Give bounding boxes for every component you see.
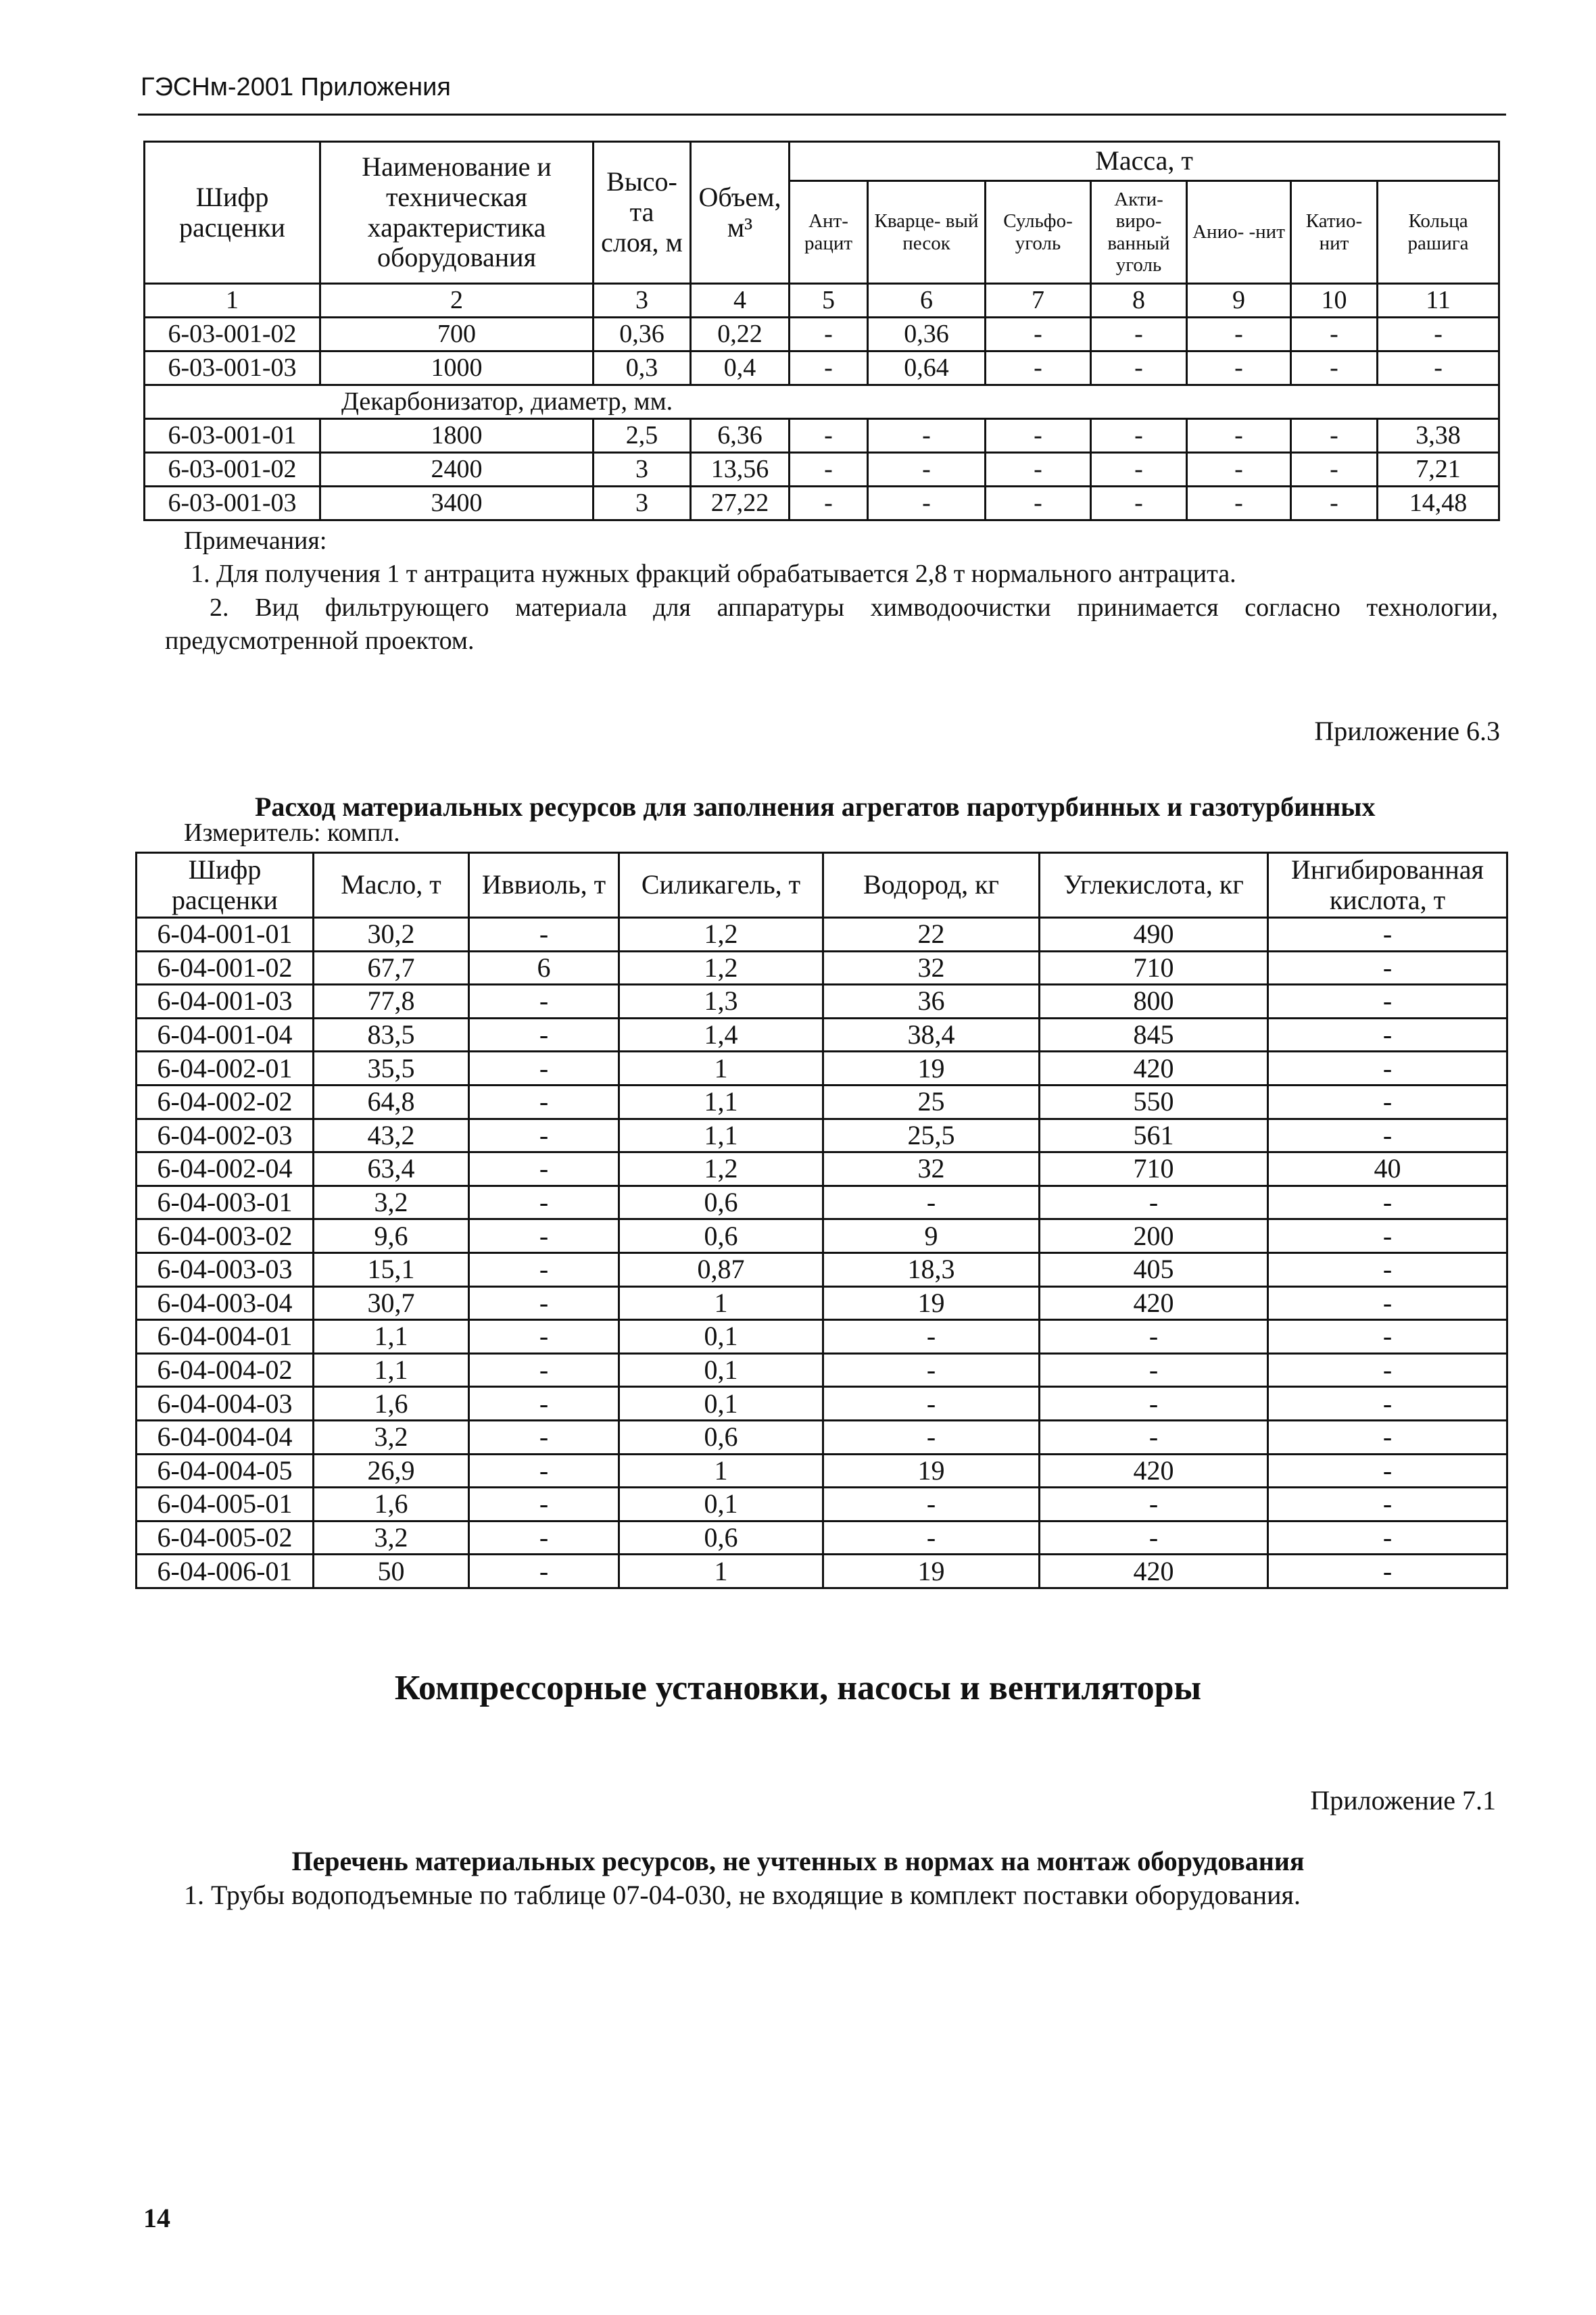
cell: - bbox=[1187, 419, 1291, 453]
cell: - bbox=[469, 1152, 619, 1186]
cell: 3 bbox=[594, 487, 691, 520]
cell: - bbox=[469, 1052, 619, 1086]
cell: 6-03-001-03 bbox=[145, 487, 320, 520]
cell: - bbox=[823, 1521, 1040, 1555]
cell: 6-03-001-01 bbox=[145, 419, 320, 453]
cell: 1800 bbox=[320, 419, 594, 453]
cell: 420 bbox=[1040, 1286, 1268, 1320]
header-inhibited-acid: Ингибированная кислота, т bbox=[1268, 853, 1507, 918]
note-item: 1. Для получения 1 т антрацита нужных фракций обрабатывается 2,8 т нормального антрацита. bbox=[191, 560, 1236, 589]
cell: 6-04-006-01 bbox=[137, 1555, 314, 1588]
cell: 83,5 bbox=[314, 1018, 469, 1052]
cell: - bbox=[469, 1521, 619, 1555]
cell: 1,6 bbox=[314, 1488, 469, 1521]
cell: 30,2 bbox=[314, 918, 469, 952]
cell: 14,48 bbox=[1378, 487, 1499, 520]
column-number: 2 bbox=[320, 284, 594, 318]
header-code: Шифр расценки bbox=[145, 142, 320, 284]
table-row bbox=[137, 1387, 1507, 1421]
header-quartz-sand: Кварце- вый песок bbox=[868, 181, 986, 284]
cell: - bbox=[1040, 1521, 1268, 1555]
cell: - bbox=[469, 1286, 619, 1320]
cell: - bbox=[1268, 1320, 1507, 1354]
cell: - bbox=[1378, 318, 1499, 351]
table-row bbox=[137, 1219, 1507, 1253]
cell: 1000 bbox=[320, 351, 594, 385]
cell: 1 bbox=[619, 1052, 823, 1086]
cell: - bbox=[1268, 1420, 1507, 1454]
table-body bbox=[137, 918, 1507, 1588]
cell: 550 bbox=[1040, 1085, 1268, 1119]
cell: 3,2 bbox=[314, 1521, 469, 1555]
cell: - bbox=[823, 1353, 1040, 1387]
cell: 40 bbox=[1268, 1152, 1507, 1186]
cell: 6-04-001-01 bbox=[137, 918, 314, 952]
cell: 26,9 bbox=[314, 1454, 469, 1488]
cell: 6 bbox=[469, 951, 619, 985]
table-row bbox=[137, 918, 1507, 952]
cell: - bbox=[823, 1320, 1040, 1354]
cell: 6-03-001-03 bbox=[145, 351, 320, 385]
table-row bbox=[137, 1286, 1507, 1320]
cell: - bbox=[469, 1186, 619, 1219]
cell: 1 bbox=[619, 1454, 823, 1488]
cell: - bbox=[469, 1018, 619, 1052]
cell: 0,6 bbox=[619, 1521, 823, 1555]
cell: - bbox=[986, 318, 1091, 351]
cell: 1 bbox=[619, 1555, 823, 1588]
cell: - bbox=[1040, 1353, 1268, 1387]
cell: 1,6 bbox=[314, 1387, 469, 1421]
cell: 36 bbox=[823, 985, 1040, 1019]
table-row bbox=[137, 1085, 1507, 1119]
cell: 0,87 bbox=[619, 1252, 823, 1286]
header-code: Шифр расценки bbox=[137, 853, 314, 918]
cell: 6-04-003-02 bbox=[137, 1219, 314, 1253]
cell: 0,36 bbox=[594, 318, 691, 351]
cell: - bbox=[790, 453, 868, 487]
cell: - bbox=[1040, 1320, 1268, 1354]
cell: - bbox=[986, 487, 1091, 520]
header-volume: Объем, м³ bbox=[691, 142, 790, 284]
cell: - bbox=[986, 351, 1091, 385]
cell: 30,7 bbox=[314, 1286, 469, 1320]
cell: - bbox=[1291, 318, 1378, 351]
table-row bbox=[145, 453, 1499, 487]
table-row bbox=[137, 1320, 1507, 1354]
table-row bbox=[137, 1555, 1507, 1588]
cell: 6-04-003-03 bbox=[137, 1252, 314, 1286]
materials-table-6-04 bbox=[135, 852, 1508, 1589]
cell: 19 bbox=[823, 1052, 1040, 1086]
cell: 19 bbox=[823, 1454, 1040, 1488]
cell: - bbox=[986, 453, 1091, 487]
cell: 405 bbox=[1040, 1252, 1268, 1286]
cell: - bbox=[1268, 1052, 1507, 1086]
cell: - bbox=[1268, 1018, 1507, 1052]
header-silica-gel: Силикагель, т bbox=[619, 853, 823, 918]
header-activated-coal: Акти- виро- ванный уголь bbox=[1091, 181, 1187, 284]
table-row bbox=[137, 1521, 1507, 1555]
cell: 3400 bbox=[320, 487, 594, 520]
cell: 1,2 bbox=[619, 918, 823, 952]
cell: 0,1 bbox=[619, 1488, 823, 1521]
cell: 3 bbox=[594, 453, 691, 487]
cell: - bbox=[790, 487, 868, 520]
header-name: Наименование и техническая характеристика оборудования bbox=[320, 142, 594, 284]
cell: - bbox=[1291, 419, 1378, 453]
cell: - bbox=[1268, 985, 1507, 1019]
cell: 6-04-003-01 bbox=[137, 1186, 314, 1219]
cell: 6-04-002-02 bbox=[137, 1085, 314, 1119]
cell: 38,4 bbox=[823, 1018, 1040, 1052]
column-number: 3 bbox=[594, 284, 691, 318]
cell: 3,2 bbox=[314, 1186, 469, 1219]
cell: 0,1 bbox=[619, 1353, 823, 1387]
cell: - bbox=[1040, 1420, 1268, 1454]
table-row bbox=[145, 487, 1499, 520]
cell: 0,64 bbox=[868, 351, 986, 385]
cell: - bbox=[823, 1488, 1040, 1521]
cell: 67,7 bbox=[314, 951, 469, 985]
cell: - bbox=[1291, 487, 1378, 520]
column-number: 5 bbox=[790, 284, 868, 318]
cell: - bbox=[469, 1252, 619, 1286]
cell: 6-04-004-02 bbox=[137, 1353, 314, 1387]
cell: - bbox=[1268, 1555, 1507, 1588]
header-row bbox=[137, 853, 1507, 918]
cell: 13,56 bbox=[691, 453, 790, 487]
cell: 6-04-001-02 bbox=[137, 951, 314, 985]
cell: 64,8 bbox=[314, 1085, 469, 1119]
column-number: 7 bbox=[986, 284, 1091, 318]
table-row bbox=[145, 419, 1499, 453]
cell: 0,6 bbox=[619, 1219, 823, 1253]
cell: 6-04-002-01 bbox=[137, 1052, 314, 1086]
cell: 6-04-001-03 bbox=[137, 985, 314, 1019]
cell: 6-04-002-03 bbox=[137, 1119, 314, 1152]
table-row bbox=[137, 985, 1507, 1019]
cell: 490 bbox=[1040, 918, 1268, 952]
cell: 845 bbox=[1040, 1018, 1268, 1052]
table-row bbox=[137, 1152, 1507, 1186]
cell: - bbox=[1268, 1219, 1507, 1253]
table-row bbox=[137, 1353, 1507, 1387]
header-rule bbox=[138, 114, 1506, 116]
cell: 1,1 bbox=[619, 1119, 823, 1152]
column-number: 4 bbox=[691, 284, 790, 318]
column-number: 11 bbox=[1378, 284, 1499, 318]
cell: - bbox=[790, 351, 868, 385]
cell: - bbox=[469, 918, 619, 952]
cell: - bbox=[1091, 487, 1187, 520]
cell: - bbox=[1091, 419, 1187, 453]
cell: 3,38 bbox=[1378, 419, 1499, 453]
cell: - bbox=[469, 985, 619, 1019]
column-number: 1 bbox=[145, 284, 320, 318]
cell: 420 bbox=[1040, 1454, 1268, 1488]
cell: - bbox=[1268, 1488, 1507, 1521]
cell: - bbox=[1291, 351, 1378, 385]
cell: 1,1 bbox=[619, 1085, 823, 1119]
header-oil: Масло, т bbox=[314, 853, 469, 918]
cell: 0,36 bbox=[868, 318, 986, 351]
cell: 7,21 bbox=[1378, 453, 1499, 487]
cell: - bbox=[1268, 1387, 1507, 1421]
cell: 27,22 bbox=[691, 487, 790, 520]
cell: - bbox=[1040, 1488, 1268, 1521]
cell: - bbox=[790, 419, 868, 453]
header-anionite: Анио- -нит bbox=[1187, 181, 1291, 284]
cell: 18,3 bbox=[823, 1252, 1040, 1286]
column-number: 10 bbox=[1291, 284, 1378, 318]
cell: 0,4 bbox=[691, 351, 790, 385]
cell: - bbox=[1187, 351, 1291, 385]
page-number: 14 bbox=[143, 2203, 170, 2233]
cell: - bbox=[1268, 1085, 1507, 1119]
cell: - bbox=[1040, 1186, 1268, 1219]
list-title: Перечень материальных ресурсов, не учтенных в нормах на монтаж оборудования bbox=[291, 1846, 1305, 1876]
cell: - bbox=[986, 419, 1091, 453]
cell: - bbox=[1268, 1454, 1507, 1488]
header-cationite: Катио- нит bbox=[1291, 181, 1378, 284]
cell: - bbox=[469, 1119, 619, 1152]
header-raschig-rings: Кольца рашига bbox=[1378, 181, 1499, 284]
cell: 800 bbox=[1040, 985, 1268, 1019]
cell: 25 bbox=[823, 1085, 1040, 1119]
running-header: ГЭСНм-2001 Приложения bbox=[141, 73, 451, 101]
section-title: Компрессорные установки, насосы и вентиляторы bbox=[394, 1669, 1202, 1707]
table-row bbox=[137, 951, 1507, 985]
cell: 0,22 bbox=[691, 318, 790, 351]
cell: - bbox=[1268, 918, 1507, 952]
cell: 6,36 bbox=[691, 419, 790, 453]
cell: 6-04-004-01 bbox=[137, 1320, 314, 1354]
cell: 9 bbox=[823, 1219, 1040, 1253]
list-item: 1. Трубы водоподъемные по таблице 07-04-030, не входящие в комплект поставки оборудования. bbox=[184, 1880, 1301, 1910]
cell: - bbox=[823, 1186, 1040, 1219]
cell: 32 bbox=[823, 1152, 1040, 1186]
cell: 1,2 bbox=[619, 951, 823, 985]
cell: 6-04-003-04 bbox=[137, 1286, 314, 1320]
cell: - bbox=[1091, 453, 1187, 487]
unit-label: Измеритель: компл. bbox=[184, 819, 400, 847]
notes-label: Примечания: bbox=[184, 527, 327, 555]
cell: 6-03-001-02 bbox=[145, 453, 320, 487]
notes bbox=[165, 525, 1498, 658]
cell: - bbox=[790, 318, 868, 351]
cell: - bbox=[469, 1555, 619, 1588]
cell: 2400 bbox=[320, 453, 594, 487]
cell: 19 bbox=[823, 1555, 1040, 1588]
cell: 1,1 bbox=[314, 1353, 469, 1387]
table-row bbox=[137, 1420, 1507, 1454]
cell: 22 bbox=[823, 918, 1040, 952]
cell: 0,6 bbox=[619, 1186, 823, 1219]
cell: - bbox=[469, 1387, 619, 1421]
cell: - bbox=[823, 1387, 1040, 1421]
cell: - bbox=[469, 1454, 619, 1488]
column-number: 9 bbox=[1187, 284, 1291, 318]
cell: 710 bbox=[1040, 951, 1268, 985]
cell: 3,2 bbox=[314, 1420, 469, 1454]
header-carbon-dioxide: Углекислота, кг bbox=[1040, 853, 1268, 918]
cell: 6-04-004-04 bbox=[137, 1420, 314, 1454]
cell: - bbox=[469, 1420, 619, 1454]
cell: - bbox=[1291, 453, 1378, 487]
header-height: Высо- та слоя, м bbox=[594, 142, 691, 284]
cell: - bbox=[469, 1219, 619, 1253]
cell: - bbox=[469, 1320, 619, 1354]
header-hydrogen: Водород, кг bbox=[823, 853, 1040, 918]
table-row bbox=[145, 318, 1499, 351]
cell: 200 bbox=[1040, 1219, 1268, 1253]
cell: - bbox=[469, 1488, 619, 1521]
table-row bbox=[137, 1454, 1507, 1488]
cell: 1,3 bbox=[619, 985, 823, 1019]
cell: 9,6 bbox=[314, 1219, 469, 1253]
cell: - bbox=[1268, 1286, 1507, 1320]
cell: 2,5 bbox=[594, 419, 691, 453]
group-label: Декарбонизатор, диаметр, мм. bbox=[145, 385, 1499, 419]
cell: 420 bbox=[1040, 1052, 1268, 1086]
cell: 1 bbox=[619, 1286, 823, 1320]
cell: - bbox=[1268, 1252, 1507, 1286]
cell: - bbox=[868, 487, 986, 520]
cell: 0,3 bbox=[594, 351, 691, 385]
cell: 420 bbox=[1040, 1555, 1268, 1588]
cell: 25,5 bbox=[823, 1119, 1040, 1152]
table-row bbox=[137, 1018, 1507, 1052]
cell: 6-04-002-04 bbox=[137, 1152, 314, 1186]
cell: 50 bbox=[314, 1555, 469, 1588]
cell: - bbox=[1040, 1387, 1268, 1421]
table-row bbox=[137, 1052, 1507, 1086]
cell: 6-04-005-01 bbox=[137, 1488, 314, 1521]
materials-table-6-03 bbox=[143, 141, 1500, 521]
cell: 77,8 bbox=[314, 985, 469, 1019]
note-item: 2. Вид фильтрующего материала для аппаратуры химводоочистки принимается согласно технологии, предусмотренной проектом. bbox=[165, 593, 1498, 656]
header-mass: Масса, т bbox=[790, 142, 1499, 181]
cell: 1,2 bbox=[619, 1152, 823, 1186]
cell: 1,4 bbox=[619, 1018, 823, 1052]
cell: 6-04-004-05 bbox=[137, 1454, 314, 1488]
column-number: 6 bbox=[868, 284, 986, 318]
cell: - bbox=[1187, 487, 1291, 520]
cell: - bbox=[469, 1085, 619, 1119]
header-anthracite: Ант- рацит bbox=[790, 181, 868, 284]
cell: 6-03-001-02 bbox=[145, 318, 320, 351]
cell: - bbox=[1091, 318, 1187, 351]
cell: 1,1 bbox=[314, 1320, 469, 1354]
cell: - bbox=[1268, 1353, 1507, 1387]
appendix-label: Приложение 7.1 bbox=[1310, 1785, 1496, 1816]
cell: 700 bbox=[320, 318, 594, 351]
cell: 710 bbox=[1040, 1152, 1268, 1186]
group-row bbox=[145, 385, 1499, 419]
cell: 6-04-005-02 bbox=[137, 1521, 314, 1555]
cell: 6-04-004-03 bbox=[137, 1387, 314, 1421]
header-ivviol: Иввиоль, т bbox=[469, 853, 619, 918]
cell: - bbox=[1378, 351, 1499, 385]
cell: - bbox=[1268, 1521, 1507, 1555]
column-number: 8 bbox=[1091, 284, 1187, 318]
cell: 35,5 bbox=[314, 1052, 469, 1086]
table-row bbox=[137, 1488, 1507, 1521]
table-row bbox=[145, 351, 1499, 385]
table-row bbox=[137, 1252, 1507, 1286]
column-numbers-row bbox=[145, 284, 1499, 318]
cell: - bbox=[1268, 1119, 1507, 1152]
cell: - bbox=[1268, 951, 1507, 985]
table-row bbox=[137, 1186, 1507, 1219]
cell: - bbox=[823, 1420, 1040, 1454]
cell: 0,1 bbox=[619, 1320, 823, 1354]
cell: - bbox=[868, 453, 986, 487]
cell: 15,1 bbox=[314, 1252, 469, 1286]
cell: 32 bbox=[823, 951, 1040, 985]
cell: 63,4 bbox=[314, 1152, 469, 1186]
table-row bbox=[137, 1119, 1507, 1152]
cell: 19 bbox=[823, 1286, 1040, 1320]
appendix-label: Приложение 6.3 bbox=[1314, 716, 1500, 746]
table-title: Расход материальных ресурсов для заполнения агрегатов паротурбинных и газотурбинных bbox=[255, 791, 1376, 822]
cell: - bbox=[868, 419, 986, 453]
cell: - bbox=[1187, 453, 1291, 487]
cell: 6-04-001-04 bbox=[137, 1018, 314, 1052]
cell: - bbox=[1268, 1186, 1507, 1219]
header-sulfocoal: Сульфо- уголь bbox=[986, 181, 1091, 284]
cell: - bbox=[1091, 351, 1187, 385]
cell: - bbox=[469, 1353, 619, 1387]
cell: 0,6 bbox=[619, 1420, 823, 1454]
cell: 43,2 bbox=[314, 1119, 469, 1152]
cell: 0,1 bbox=[619, 1387, 823, 1421]
cell: 561 bbox=[1040, 1119, 1268, 1152]
cell: - bbox=[1187, 318, 1291, 351]
